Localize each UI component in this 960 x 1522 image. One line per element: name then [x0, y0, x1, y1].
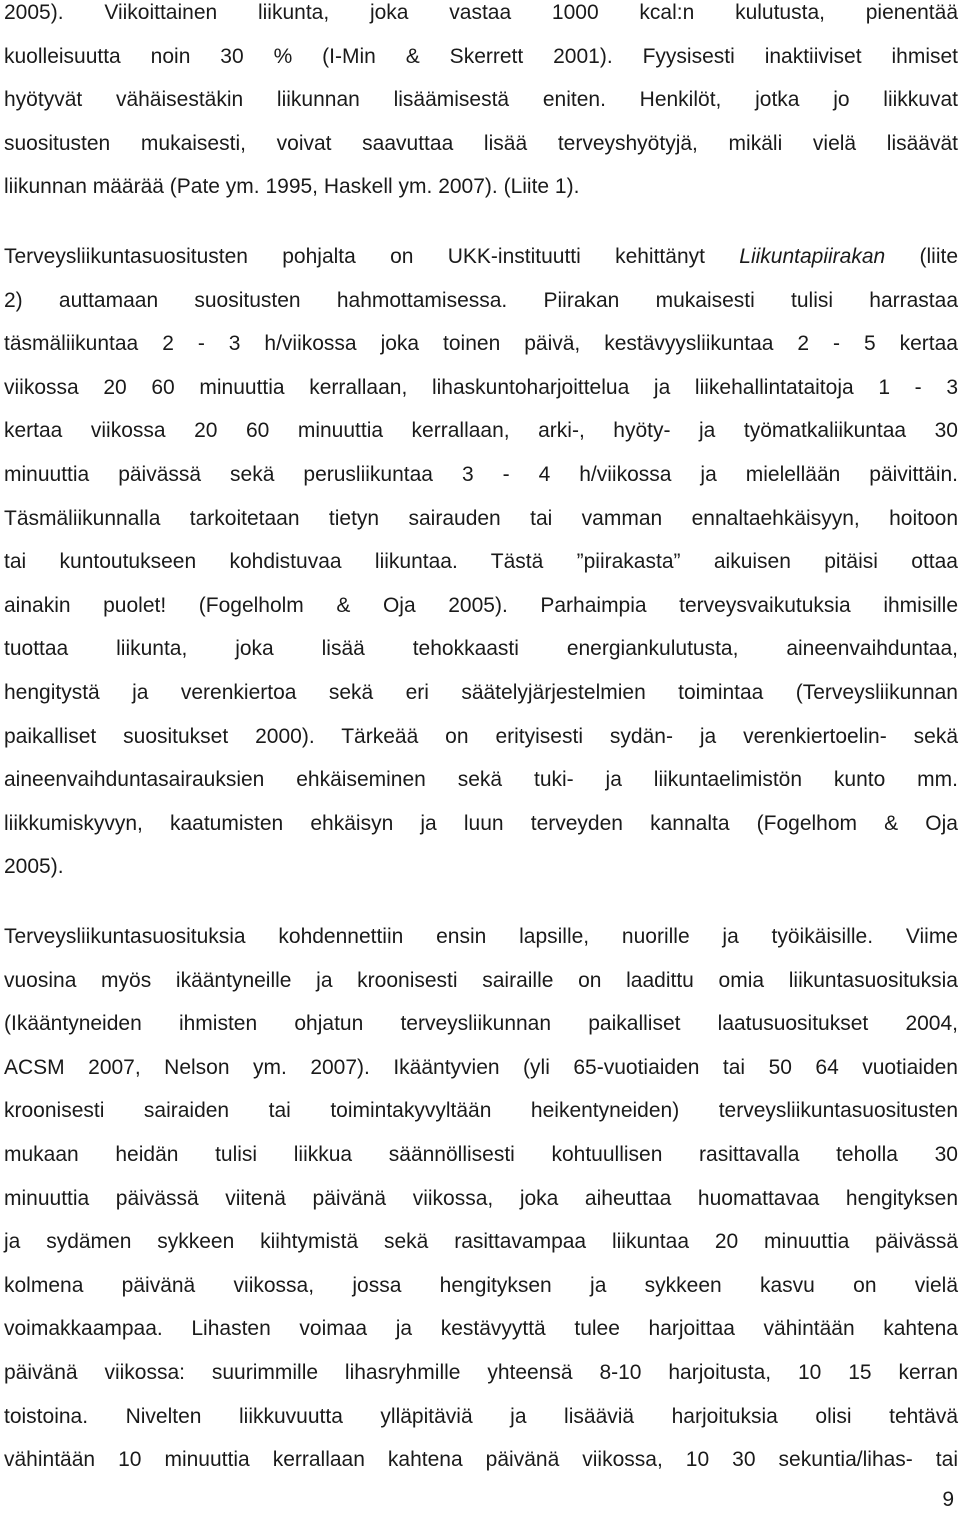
- text-line: kuolleisuutta noin 30 % (I-Min & Skerrett 2001). Fyysisesti inaktiiviset ihmiset: [4, 44, 958, 68]
- text-line: kolmena päivänä viikossa, jossa hengityksen ja sykkeen kasvu on vielä: [4, 1273, 958, 1297]
- text-line: aineenvaihduntasairauksien ehkäiseminen sekä tuki- ja liikuntaelimistön kunto mm.: [4, 768, 958, 792]
- text-segment: (liite: [885, 245, 958, 268]
- text-line: liikkumiskyvyn, kaatumisten ehkäisyn ja luun terveyden kannalta (Fogelhom & Oja: [4, 811, 958, 835]
- text-line: viikossa 20 60 minuuttia kerrallaan, lihaskuntoharjoittelua ja liikehallintataitoja 1 - 3: [4, 375, 958, 399]
- text-line: tai kuntoutukseen kohdistuvaa liikuntaa. Tästä ”piirakasta” aikuisen pitäisi ottaa: [4, 550, 958, 574]
- paragraph-2: [4, 235, 958, 889]
- text-line: ainakin puolet! (Fogelholm & Oja 2005). Parhaimpia terveysvaikutuksia ihmisille: [4, 593, 958, 617]
- text-line: 2005).: [4, 855, 64, 879]
- paragraph-3: [4, 915, 958, 1482]
- text-line: liikunnan määrää (Pate ym. 1995, Haskell ym. 2007). (Liite 1).: [4, 175, 580, 199]
- text-line: toistoina. Nivelten liikkuvuutta ylläpitäviä ja lisääviä harjoituksia olisi tehtävä: [4, 1404, 958, 1428]
- page-number: 9: [942, 1488, 954, 1511]
- text-line: kertaa viikossa 20 60 minuuttia kerrallaan, arki-, hyöty- ja työmatkaliikuntaa 30: [4, 419, 958, 443]
- text-line: (Ikääntyneiden ihmisten ohjatun terveysliikunnan paikalliset laatusuositukset 2004,: [4, 1012, 958, 1036]
- text-line: suositusten mukaisesti, voivat saavuttaa lisää terveyshyötyjä, mikäli vielä lisäävät: [4, 131, 958, 155]
- text-line: tuottaa liikunta, joka lisää tehokkaasti energiankulutusta, aineenvaihduntaa,: [4, 637, 958, 661]
- text-line: vähintään 10 minuuttia kerrallaan kahtena päivänä viikossa, 10 30 sekuntia/lihas- tai: [4, 1448, 958, 1472]
- italic-term: Liikuntapiirakan: [739, 245, 886, 268]
- text-line: 2005). Viikoittainen liikunta, joka vastaa 1000 kcal:n kulutusta, pienentää: [4, 1, 958, 24]
- text-line: hengitystä ja verenkiertoa sekä eri säätelyjärjestelmien toimintaa (Terveysliikunnan: [4, 680, 958, 704]
- text-line: täsmäliikuntaa 2 - 3 h/viikossa joka toinen päivä, kestävyysliikuntaa 2 - 5 kertaa: [4, 332, 958, 356]
- text-line: minuuttia päivässä sekä perusliikuntaa 3 - 4 h/viikossa ja mielellään päivittäin.: [4, 462, 958, 486]
- text-line: minuuttia päivässä viitenä päivänä viikossa, joka aiheuttaa huomattavaa hengityksen: [4, 1186, 958, 1210]
- text-line: vuosina myös ikääntyneille ja kroonisesti sairaille on laadittu omia liikuntasuosituksia: [4, 968, 958, 992]
- paragraph-1: [4, 0, 958, 209]
- text-line-with-italic: [4, 235, 958, 279]
- text-line: ACSM 2007, Nelson ym. 2007). Ikääntyvien (yli 65-vuotiaiden tai 50 64 vuotiaiden: [4, 1055, 958, 1079]
- text-line: päivänä viikossa: suurimmille lihasryhmille yhteensä 8-10 harjoitusta, 10 15 kerran: [4, 1360, 958, 1384]
- text-segment: Terveysliikuntasuositusten pohjalta on UKK-instituutti kehittänyt: [4, 245, 740, 268]
- text-line: hyötyvät vähäisestäkin liikunnan lisäämisestä eniten. Henkilöt, jotka jo liikkuvat: [4, 88, 958, 112]
- text-line: Täsmäliikunnalla tarkoitetaan tietyn sairauden tai vamman ennaltaehkäisyyn, hoitoon: [4, 506, 958, 530]
- text-line: Terveysliikuntasuosituksia kohdennettiin ensin lapsille, nuorille ja työikäisille. Viime: [4, 925, 958, 948]
- text-line: kroonisesti sairaiden tai toimintakyvyltään heikentyneiden) terveysliikuntasuositusten: [4, 1099, 958, 1123]
- text-line: ja sydämen sykkeen kiihtymistä sekä rasittavampaa liikuntaa 20 minuuttia päivässä: [4, 1230, 958, 1254]
- text-line: mukaan heidän tulisi liikkua säännöllisesti kohtuullisen rasittavalla teholla 30: [4, 1142, 958, 1166]
- text-line: 2) auttamaan suositusten hahmottamisessa. Piirakan mukaisesti tulisi harrastaa: [4, 288, 958, 312]
- text-line: voimakkaampaa. Lihasten voimaa ja kestävyyttä tulee harjoittaa vähintään kahtena: [4, 1317, 958, 1341]
- text-line: paikalliset suositukset 2000). Tärkeää on erityisesti sydän- ja verenkiertoelin- sekä: [4, 724, 958, 748]
